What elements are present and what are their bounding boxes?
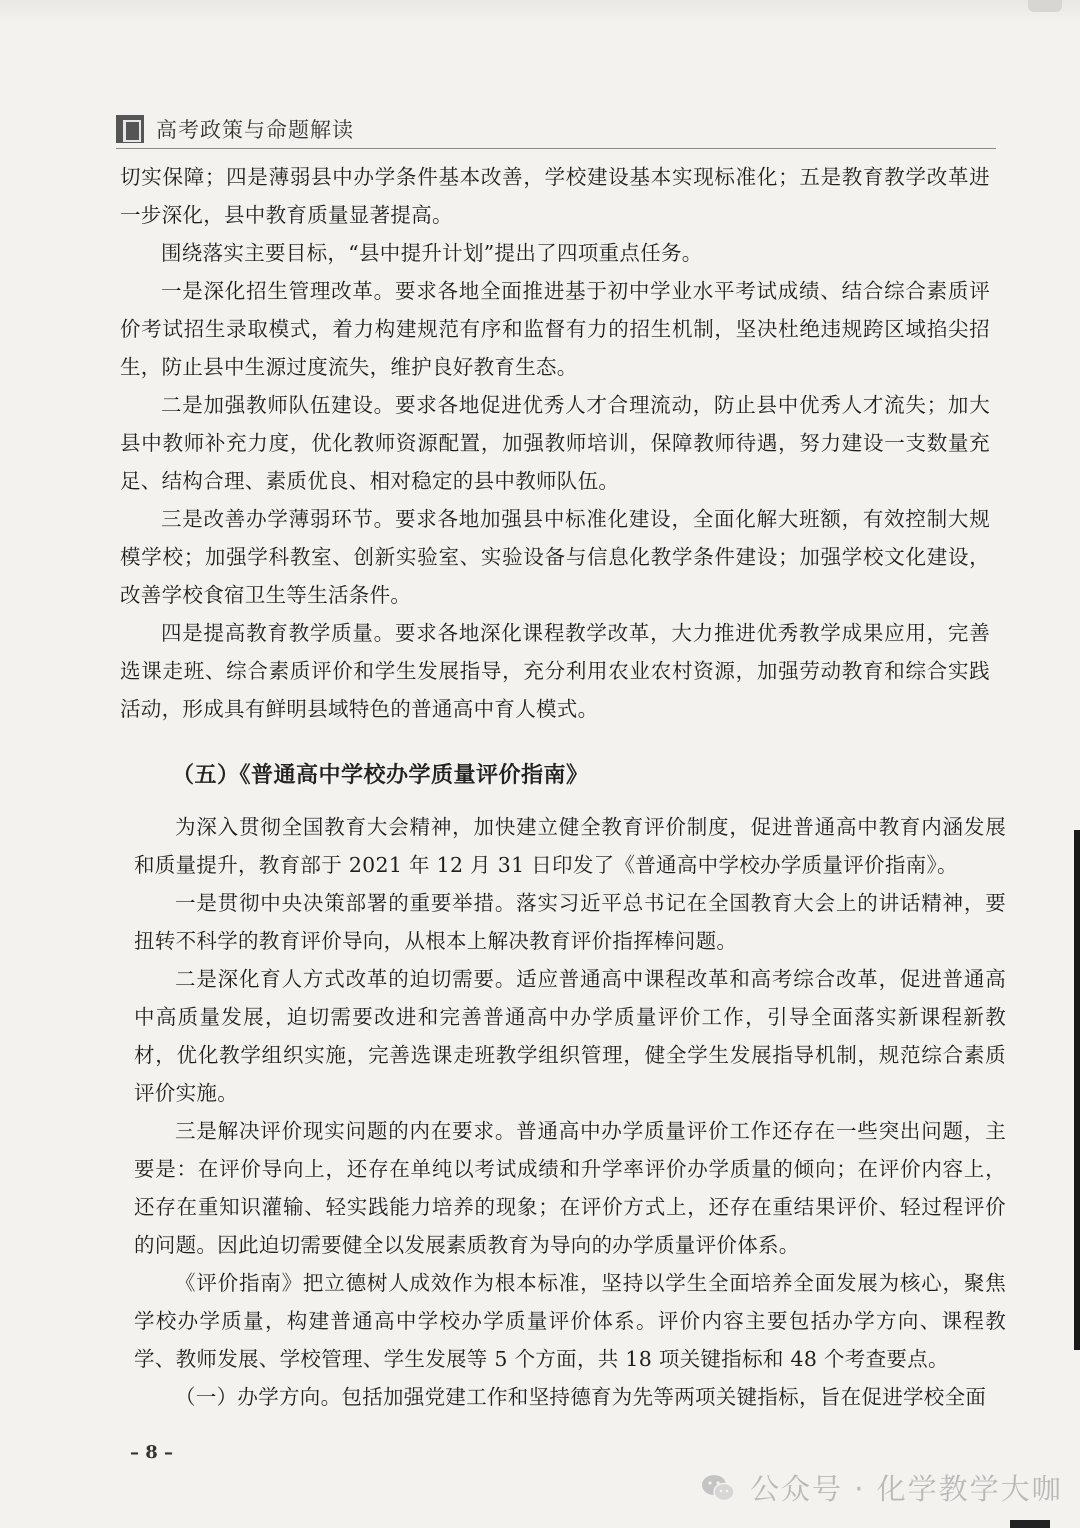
paragraph: 三是改善办学薄弱环节。要求各地加强县中标准化建设，全面化解大班额，有效控制大规模学校；加强学科教室、创新实验室、实验设备与信息化教学条件建设；加强学校文化建设，改善学校食宿卫生等生活条件。 bbox=[120, 507, 990, 607]
scan-edge-bar bbox=[1074, 830, 1080, 1350]
paragraph: 切实保障；四是薄弱县中办学条件基本改善，学校建设基本实现标准化；五是教育教学改革进一步深化，县中教育质量显著提高。 bbox=[120, 165, 990, 227]
page-number: – 8 – bbox=[130, 1442, 174, 1463]
paragraph: 一是贯彻中央决策部署的重要举措。落实习近平总书记在全国教育大会上的讲话精神，要扭转不科学的教育评价导向，从根本上解决教育评价指挥棒问题。 bbox=[134, 891, 1006, 953]
paragraph: 四是提高教育教学质量。要求各地深化课程教学改革，大力推进优秀教学成果应用，完善选课走班、综合素质评价和学生发展指导，充分利用农业农村资源，加强劳动教育和综合实践活动，形成具有鲜明县域特色的普通高中育人模式。 bbox=[120, 621, 990, 721]
paragraph: （一）办学方向。包括加强党建工作和坚持德育为先等两项关键指标，旨在促进学校全面 bbox=[175, 1385, 987, 1409]
header-title: 高考政策与命题解读 bbox=[156, 118, 354, 142]
section-heading: （五）《普通高中学校办学质量评价指南》 bbox=[172, 763, 589, 788]
paragraph: 《评价指南》把立德树人成效作为根本标准，坚持以学生全面培养全面发展为核心，聚焦学校办学质量，构建普通高中学校办学质量评价体系。评价内容主要包括办学方向、课程教学、教师发展、学校管理、学生发展等 5 个方面，共 18 项关键指标和 48 个考查要点。 bbox=[134, 1271, 1006, 1371]
scan-edge-mark bbox=[1010, 1520, 1050, 1528]
paragraph: 一是深化招生管理改革。要求各地全面推进基于初中学业水平考试成绩、结合综合素质评价考试招生录取模式，着力构建规范有序和监督有力的招生机制，坚决杜绝违规跨区域掐尖招生，防止县中生源过度流失，维护良好教育生态。 bbox=[120, 279, 990, 379]
paragraph: 为深入贯彻全国教育大会精神，加快建立健全教育评价制度，促进普通高中教育内涵发展和质量提升，教育部于 2021 年 12 月 31 日印发了《普通高中学校办学质量评价指南》。 bbox=[134, 815, 1006, 877]
watermark bbox=[700, 1467, 1063, 1508]
body-text-part2 bbox=[134, 808, 1006, 1416]
wechat-icon bbox=[700, 1473, 736, 1503]
paragraph: 围绕落实主要目标，“县中提升计划”提出了四项重点任务。 bbox=[161, 241, 703, 265]
corner-mark bbox=[1028, 0, 1062, 12]
paragraph: 三是解决评价现实问题的内在要求。普通高中办学质量评价工作还存在一些突出问题，主要是：在评价导向上，还存在单纯以考试成绩和升学率评价办学质量的倾向；在评价内容上，还存在重知识灌输、轻实践能力培养的现象；在评价方式上，还存在重结果评价、轻过程评价的问题。因此迫切需要健全以发展素质教育为导向的办学质量评价体系。 bbox=[134, 1119, 1006, 1257]
paragraph: 二是深化育人方式改革的迫切需要。适应普通高中课程改革和高考综合改革，促进普通高中高质量发展，迫切需要改进和完善普通高中办学质量评价工作，引导全面落实新课程新教材，优化教学组织实施，完善选课走班教学组织管理，健全学生发展指导机制，规范综合素质评价实施。 bbox=[134, 967, 1006, 1105]
header-rule bbox=[116, 148, 996, 149]
watermark-text: 公众号 · 化学教学大咖 bbox=[750, 1472, 1063, 1506]
paragraph: 二是加强教师队伍建设。要求各地促进优秀人才合理流动，防止县中优秀人才流失；加大县中教师补充力度，优化教师资源配置，加强教师培训，保障教师待遇，努力建设一支数量充足、结构合理、素质优良、相对稳定的县中教师队伍。 bbox=[120, 393, 990, 493]
book-icon bbox=[116, 115, 144, 143]
scan-edge-shadow bbox=[0, 0, 1080, 24]
body-text-part1 bbox=[120, 158, 990, 728]
running-header bbox=[116, 114, 354, 144]
